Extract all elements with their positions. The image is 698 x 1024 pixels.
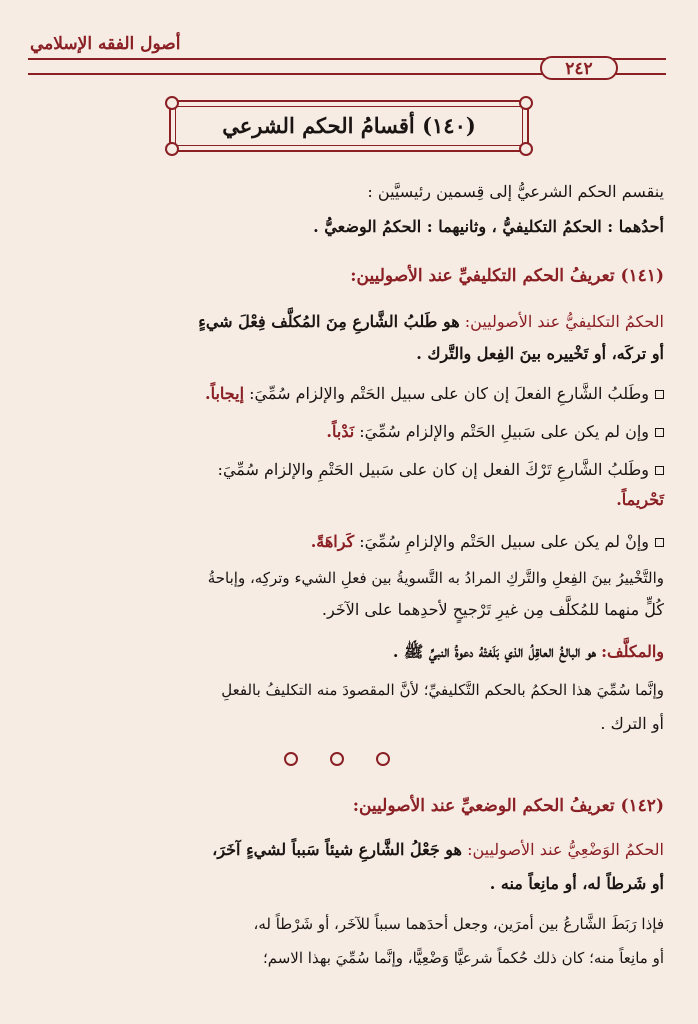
intro-line-2: أحدُهما : الحكمُ التكليفيُّ ، وثانيهما : الحكمُ الوضعيُّ . (313, 217, 664, 236)
definition-142 (34, 838, 664, 862)
square-bullet-icon (655, 390, 664, 399)
definition-label: الحكمُ التكليفيُّ عند الأصوليين: (464, 312, 664, 331)
bullet-term: إيجاباً. (205, 384, 245, 403)
naming-reason-line-2: أو الترك . (600, 714, 664, 733)
bullet-nadb (34, 420, 664, 444)
bullet-karaha (34, 530, 664, 554)
page-number: ٢٤٢ (540, 56, 618, 80)
divider-dot (284, 752, 298, 766)
chapter-title: (١٤٠) أقسامُ الحكم الشرعي (222, 113, 476, 138)
wadi-paragraph-line-2: أو مانِعاً منه؛ كان ذلك حُكماً شرعيًّا وَضْعِيًّا، وإنَّما سُمِّيَ بهذا الاسم؛ (262, 949, 664, 967)
bullet-text: وإن لم يكن على سَبيلِ الحَتْم والإلزام سُمِّيَ: (359, 422, 649, 441)
divider-dot (376, 752, 390, 766)
definition-text: هو طَلبُ الشَّارعِ مِنَ المُكلَّف فِعْلَ شيءٍ (198, 312, 460, 331)
definition-label: الحكمُ الوَضْعِيُّ عند الأصوليين: (467, 840, 664, 859)
mukallaf-label: والمكلَّف: (601, 642, 664, 661)
square-bullet-icon (655, 428, 664, 437)
mukallaf-definition (34, 640, 664, 664)
intro-line-1: ينقسم الحكم الشرعيُّ إلى قِسمين رئيسيَّين : (367, 182, 664, 201)
definition-142-line-2: أو شَرطاً له، أو مانِعاً منه . (489, 874, 664, 893)
bullet-term: كَراهَةً. (310, 532, 355, 551)
section-divider-dots (284, 752, 404, 770)
bullet-term: نَدْباً. (326, 422, 355, 441)
divider-dot (330, 752, 344, 766)
naming-reason-line-1: وإنَّما سُمِّيَ هذا الحكمُ بالحكم التَّكليفيِّ؛ لأنَّ المقصودَ منه التكليفُ بالفعلِ (221, 681, 664, 699)
bullet-tahrim (34, 458, 664, 482)
bullet-term-tahrim: تَحْريماً. (616, 490, 664, 509)
takhyir-paragraph-line-1: والتَّخْييرُ بينَ الفِعلِ والتَّركِ المرادُ به التَّسويةُ بين فعلِ الشيء وتركِه، وإباحةُ (207, 569, 664, 587)
section-142-heading: (١٤٢) تعريفُ الحكم الوضعيِّ عند الأصوليين: (352, 796, 664, 816)
bullet-text: وإنْ لم يكن على سبيل الحَتْم والإلزامِ سُمِّيَ: (359, 532, 649, 551)
bullet-text: وطَلبُ الشَّارعِ الفعلَ إن كان على سبيل الحَتْم والإلزام سُمِّيَ: (249, 384, 649, 403)
bullet-ijab (34, 382, 664, 406)
section-141-heading: (١٤١) تعريفُ الحكم التكليفيِّ عند الأصوليين: (350, 266, 664, 286)
book-title: أصول الفقه الإسلامي (30, 34, 181, 54)
definition-text: هو جَعْلُ الشَّارعِ شيئاً سَبباً لشيءٍ آخَرَ، (212, 840, 462, 859)
bullet-text: وطَلبُ الشَّارعِ تَرْكَ الفعل إن كان على سَبيل الحَتْمِ والإلزام سُمِّيَ: (217, 460, 649, 479)
takhyir-paragraph-line-2: كُلٍّ منهما للمُكلَّف مِن غيرِ تَرْجيحٍ لأحدِهما على الآخَر. (321, 600, 664, 619)
wadi-paragraph-line-1: فإذا رَبَطَ الشَّارعُ بين أمرَين، وجعل أحدَهما سبباً للآخَر، أو شَرْطاً له، (253, 915, 664, 933)
mukallaf-text: هو البالغُ العاقِلُ الذي بَلَغتْهُ دعوةُ النبيِّ ﷺ . (392, 642, 596, 661)
square-bullet-icon (655, 466, 664, 475)
definition-141-line-2: أو تركَه، أو تَخْييره بينَ الفِعل والتَّرك . (416, 344, 664, 363)
square-bullet-icon (655, 538, 664, 547)
chapter-title-frame (169, 100, 529, 152)
definition-141 (34, 310, 664, 334)
